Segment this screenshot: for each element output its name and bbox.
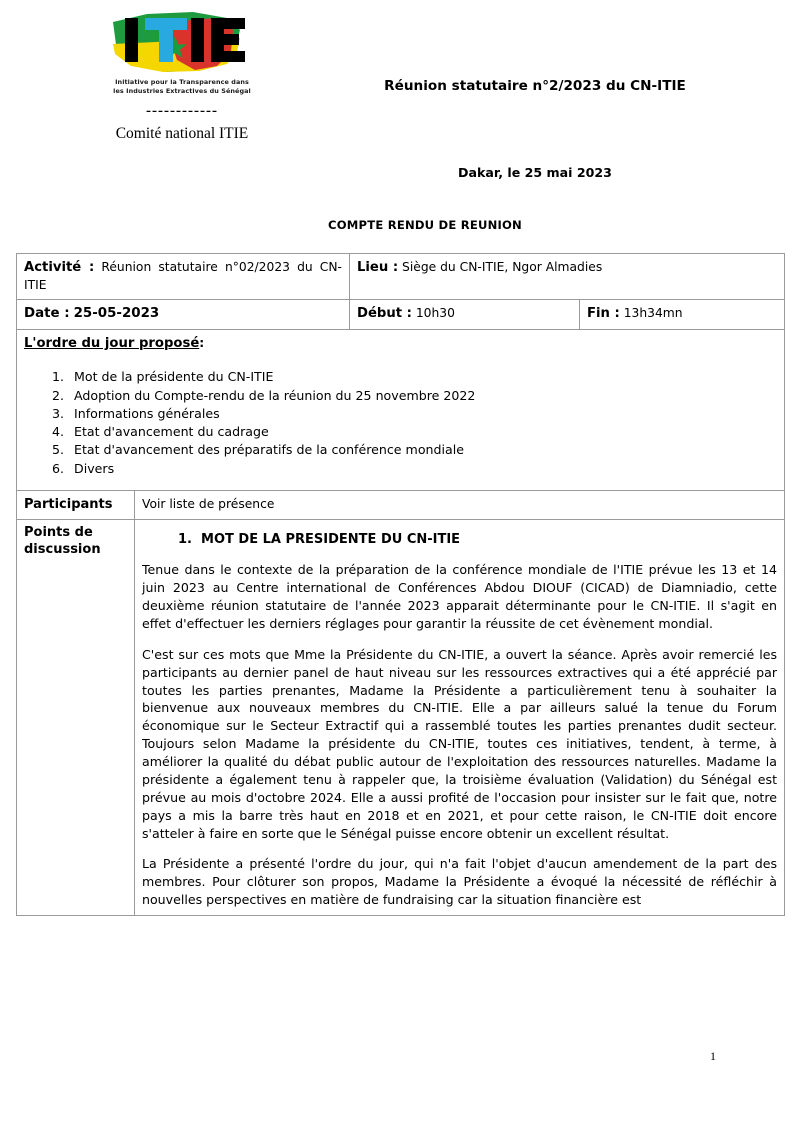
end-value: 13h34mn (623, 305, 683, 320)
discussion-paragraph-clipped-wrapper (142, 842, 777, 909)
discussion-paragraph: C'est sur ces mots que Mme la Présidente du CN-ITIE, a ouvert la séance. Après avoir remercié les participants au dernier panel de haut niveau sur les ressources extractives qui a été apprécié par toutes les parties prenantes, Madame la Présidente a particulièrement tenu à souhaiter la bienvenue aux nouveaux membres du CN-ITIE. Elle a par ailleurs salué la tenue du Forum économique sur le Secteur Extractif qui a rassemblé toutes les parties prenantes dudit secteur. Toujours selon Madame la présidente du CN-ITIE, toutes ces initiatives, tendent, à terme, à améliorer la qualité du débat public autour de l'exploitation des ressources naturelles. Madame la présidente a également tenu à rappeler que, la troisième évaluation (Validation) du Sénégal est prévue au mois d'octobre 2024. Elle a aussi profité de l'occasion pour insister sur le fait que, notre pays a mis la barre très haut en 2018 et en 2021, et pour cette raison, le CN-ITIE doit encore s'atteler à faire en sorte que le Sénégal puisse encore obtenir un excellent résultat. (142, 646, 778, 841)
logo-subtitle-line1: Initiative pour la Transparence dans (115, 78, 249, 86)
start-value: 10h30 (415, 305, 455, 320)
agenda-title: L'ordre du jour proposé (24, 335, 200, 351)
agenda-cell (17, 329, 785, 490)
end-label: Fin : (587, 305, 620, 321)
participants-label-cell (17, 490, 135, 519)
activity-value: Réunion statutaire n°02/2023 du CN-ITIE (24, 260, 342, 292)
section-title: MOT DE LA PRESIDENTE DU CN-ITIE (201, 532, 461, 548)
agenda-list (24, 368, 777, 478)
page-title: Réunion statutaire n°2/2023 du CN-ITIE (384, 78, 686, 94)
activity-cell (17, 254, 350, 300)
page-number: 1 (710, 1049, 716, 1063)
logo-block (88, 8, 276, 142)
table-row-schedule (17, 299, 785, 329)
agenda-item: 2. Adoption du Compte-rendu de la réunion du 25 novembre 2022 (68, 387, 777, 405)
participants-value-cell (135, 490, 785, 519)
end-cell (580, 299, 785, 329)
start-label: Début : (357, 305, 412, 321)
agenda-item: 6. Divers (68, 460, 777, 478)
date-label: Date : (24, 305, 70, 321)
dateline: Dakar, le 25 mai 2023 (458, 165, 612, 180)
agenda-item: 5. Etat d'avancement des préparatifs de la conférence mondiale (68, 441, 777, 459)
place-cell (350, 254, 785, 300)
date-cell (17, 299, 350, 329)
activity-label: Activité : (24, 260, 95, 275)
agenda-item: 1. Mot de la présidente du CN-ITIE (68, 368, 777, 386)
logo-divider: ------------ (146, 103, 218, 120)
participants-value: Voir liste de présence (142, 496, 275, 511)
table-row-discussion (17, 520, 785, 916)
discussion-content-cell (135, 520, 785, 916)
table-row-activity (17, 254, 785, 300)
table-row-participants (17, 490, 785, 519)
place-label: Lieu : (357, 260, 399, 275)
discussion-paragraph: Tenue dans le contexte de la préparation de la conférence mondiale de l'ITIE prévue les 13 et 14 juin 2023 au Centre international de Conférences Abdou DIOUF (CICAD) de Diamniadio, cette deuxième réunion statutaire de l'année 2023 apparait déterminante pour le CN-ITIE. Il s'agit en effet d'effectuer les derniers réglages pour garantir la réussite de cet évènement mondial. (142, 562, 778, 631)
logo-subtitle (88, 78, 276, 95)
place-value: Siège du CN-ITIE, Ngor Almadies (402, 260, 603, 274)
section-heading (178, 531, 777, 548)
discussion-label-line2: discussion (24, 541, 101, 557)
participants-label: Participants (24, 496, 113, 512)
table-row-agenda (17, 329, 785, 490)
date-value: 25-05-2023 (73, 305, 160, 321)
discussion-label (24, 525, 127, 559)
agenda-item: 4. Etat d'avancement du cadrage (68, 423, 777, 441)
logo-subtitle-line2: les Industries Extractives du Sénégal (113, 86, 251, 95)
itie-senegal-logo-icon (107, 8, 257, 76)
organization-name: Comité national ITIE (115, 125, 249, 143)
minutes-table (16, 253, 785, 916)
discussion-paragraph: La Présidente a présenté l'ordre du jour, qui n'a fait l'objet d'aucun amendement de la part des membres. Pour clôturer son propos, Madame la Présidente a évoqué la nécessité de réfléchir à nouvelles perspectives en matière de fundraising car la situation financière est (142, 856, 778, 908)
discussion-label-cell (17, 520, 135, 916)
section-number: 1. (178, 532, 192, 548)
agenda-title-colon: : (199, 335, 205, 350)
document-subtitle: COMPTE RENDU DE REUNION (328, 218, 522, 232)
discussion-label-line1: Points de (24, 525, 93, 541)
document-header (0, 0, 800, 150)
agenda-item: 3. Informations générales (68, 405, 777, 423)
start-cell (350, 299, 580, 329)
